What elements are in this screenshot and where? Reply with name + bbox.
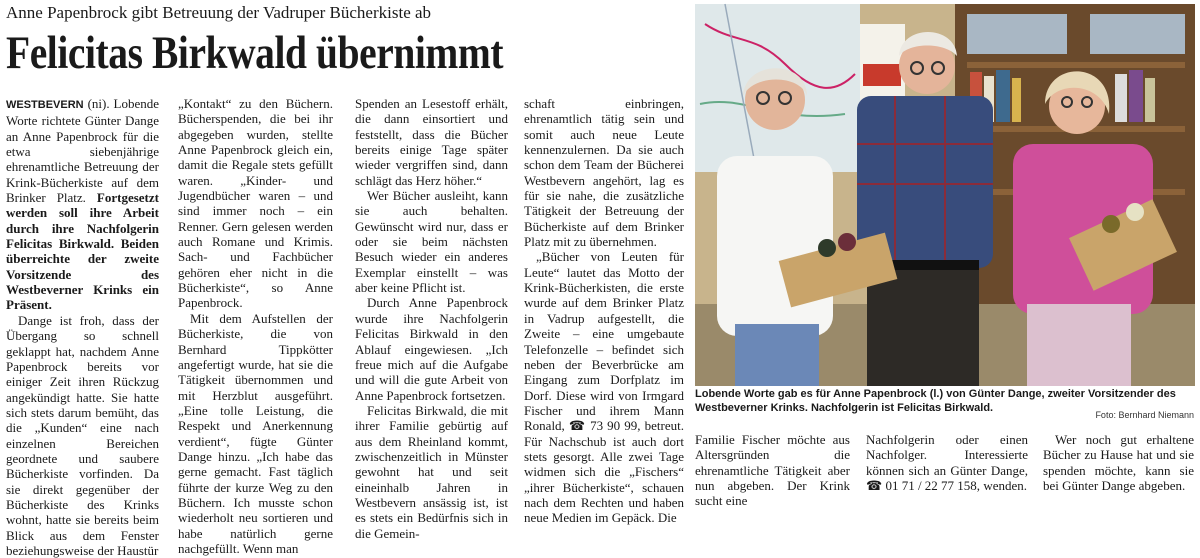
- article-column-5: [695, 432, 850, 509]
- article-column-6: [866, 432, 1028, 494]
- paragraph-bold: Fortgesetzt werden soll ihre Arbeit durch ihre Nachfolgerin Felicitas Birkwald. Beiden überreichte der zweite Vorsitzende des Westbeverner Krinks ein Präsent.: [6, 190, 159, 313]
- paragraph: Durch Anne Papenbrock wurde ihre Nachfolgerin Felicitas Birkwald in den Ablauf eingewiesen. „Ich freue mich auf die Aufgabe und will die gute Arbeit von Anne Papenbrock fortsetzen.: [355, 295, 508, 403]
- headline: Felicitas Birkwald übernimmt: [6, 27, 504, 79]
- article-column-1: [6, 96, 159, 558]
- paragraph: Spenden an Lesestoff erhält, die dann einsortiert und feststellt, dass die Bücher bereits einige Tage später wieder vergriffen sind, dann schlägt das Herz höher.“: [355, 96, 508, 188]
- paragraph: Wer noch gut erhaltene Bücher zu Hause hat und sie spenden möchte, kann sie bei Günter Dange abgeben.: [1043, 432, 1194, 494]
- paragraph: [866, 432, 1028, 493]
- article-column-4: [524, 96, 684, 526]
- article-photo: [695, 4, 1195, 386]
- paragraph: [524, 249, 684, 525]
- phone-number: ☎ 73 90 99,: [568, 418, 641, 434]
- paragraph: [6, 96, 159, 313]
- paragraph: Mit dem Aufstellen der Bücherkiste, die von Bernhard Tippkötter angefertigt wurde, hat sie die Tätigkeit übernommen und mit Herzblut ausgeführt. „Eine tolle Leistung, die Respekt und Anerkennung verdient“, fügte Günter Dange hinzu. „Ich habe das gerne gemacht. Fast täglich führte der kurze Weg zu den Büchern. Ich musste schon wiederholt neu sortieren und habe natürlich gerne nachgefüllt. Wenn man: [178, 310, 333, 556]
- phone-number: ☎ 01 71 / 22 77 158,: [866, 478, 981, 494]
- paragraph: schaft einbringen, ehrenamtlich tätig sein und somit auch neue Leute kennenzulernen. Da sie auch schon dem Team der Bücherei Westbevern angehört, lag es für sie nahe, die zusätzliche Tätigkeit der Betreuung der Bücherkiste auf dem Brinker Platz mit zu übernehmen.: [524, 96, 684, 250]
- paragraph: Familie Fischer möchte aus Altersgründen die ehrenamtliche Tätigkeit aber nun abgeben. Der Krink sucht eine: [695, 432, 850, 509]
- photo-illustration: [695, 4, 1195, 386]
- kicker: Anne Papenbrock gibt Betreuung der Vadruper Bücherkiste ab: [6, 3, 432, 22]
- paragraph-text: wenden.: [983, 478, 1027, 494]
- paragraph-text: „Bücher von Leuten für Leute“ lautet das Motto der Krink-Bücherkisten, die erste wurde auf dem Brinker Platz in Vadrup aufgestellt, die Zweite – eine umgebaute Telefonzelle – befindet sich neben der Beverbrücke am Eingang zum Dorfplatz im Dorf. Diese wird von Irmgard Fischer und ihrem Mann Ronald,: [524, 249, 684, 434]
- paragraph: „Kontakt“ zu den Büchern. Bücherspenden, die bei ihr abgegeben wurden, stellte Anne Papenbrock gleich ein, damit die Regale stets gefüllt waren. „Kinder- und Jugendbücher waren – und sind immer noch – ein Renner. Gern gelesen werden auch Romane und Krimis. Sach- und Fachbücher gehören eher nicht in die Bücherkiste“, so Anne Papenbrock.: [178, 96, 333, 311]
- paragraph: Felicitas Birkwald, die mit ihrer Familie gebürtig auf aus dem Rheinland kommt, zwischenzeitlich in Münster gewohnt hat und seit eineinhalb Jahren in Westbevern ansässig ist, ist es stets ein Bedürfnis sich in die Gemein-: [355, 402, 508, 541]
- paragraph-text: Nachfolgerin oder einen Nachfolger. Interessierte können sich an Günter Dange,: [866, 432, 1028, 478]
- paragraph-text: betreut. Für Nachschub ist auch dort stets gesorgt. Alle zwei Tage widmen sich die „Fischers“ „ihrer Bücherkiste“, schauen nach dem Rechten und haben neue Medien im Gepäck. Die: [524, 418, 684, 526]
- article-column-3: [355, 96, 508, 541]
- paragraph-text: (ni). Lobende Worte richtete Günter Dange an Anne Papenbrock für die etwa siebenjährige ehrenamtliche Betreuung der Krink-Bücherkiste auf dem Brinker Platz.: [6, 96, 159, 206]
- paragraph: Dange ist froh, dass der Übergang so schnell geklappt hat, nachdem Anne Papenbrock bereits vor einiger Zeit ihren Rückzug angekündigt hatte. Sie hatte sich stets darum bemüht, das die „Kunden“ eine nach einzelnen Bereichen geordnete und saubere Bücherkiste vorfinden. Da sie direkt gegenüber der Bücherkiste des Krinks wohnt, hatte sie bereits beim Blick aus dem Fenster beziehungsweise der Haustür: [6, 312, 159, 558]
- photo-credit: Foto: Bernhard Niemann: [1095, 410, 1194, 420]
- photo-caption: Lobende Worte gab es für Anne Papenbrock (l.) von Günter Dange, zweiter Vorsitzender des Westbeverner Krinks. Nachfolgerin ist Felicitas Birkwald.: [695, 388, 1176, 414]
- paragraph: Wer Bücher ausleiht, kann sie auch behalten. Gewünscht wird nur, dass er oder sie beim nächsten Besuch wieder ein anderes Exemplar einstellt – was aber keine Pflicht ist.: [355, 188, 508, 296]
- article-column-7: [1043, 432, 1194, 494]
- dateline: WESTBEVERN: [6, 99, 84, 111]
- article-column-2: [178, 96, 333, 556]
